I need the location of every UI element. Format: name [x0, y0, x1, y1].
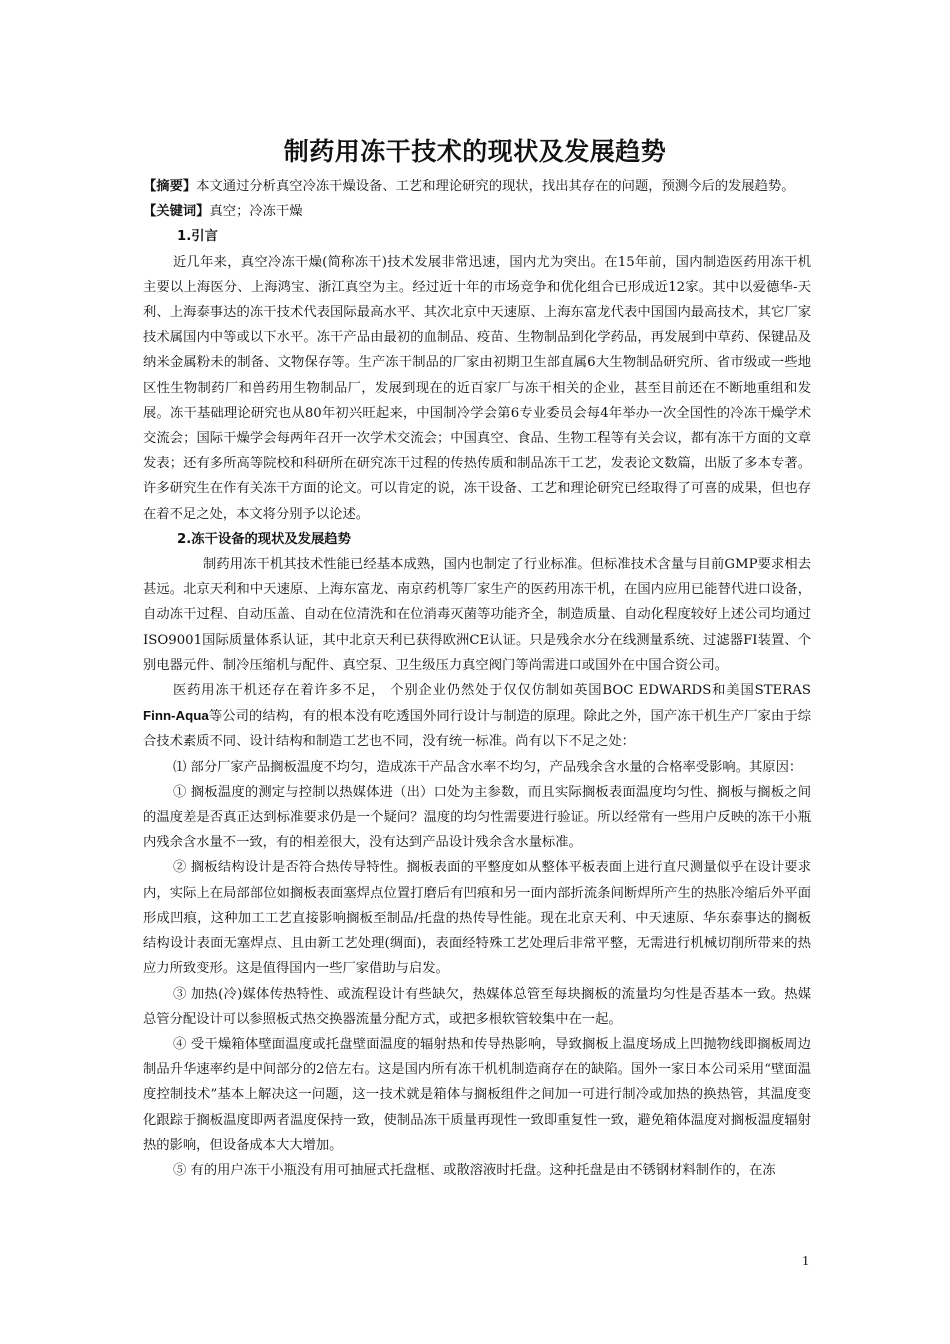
document-title: 制药用冻干技术的现状及发展趋势: [283, 137, 667, 166]
paragraph-equipment-deficiency: [143, 678, 811, 755]
paragraph-part: 等公司的结构，有的根本没有吃透国外同行设计与制造的原理。除此之外，国产冻干机生产厂家由于综合技术素质不同、设计结构和制造工艺也不同，没有统一标准。尚有以下不足之处：: [143, 709, 811, 750]
sub-item-2: ② 搁板结构设计是否符合热传导特性。搁板表面的平整度如从整体平板表面上进行直尺测量似乎在设计要求内，实际上在局部部位如搁板表面塞焊点位置打磨后有凹痕和另一面内部折流条间断焊所产生的热胀冷缩后外平面形成凹痕，这种加工工艺直接影响搁板至制品/托盘的热传导性能。现在北京天利、中天速原、华东泰事达的搁板结构设计表面无塞焊点、且由新工艺处理(绸面)，表面经特殊工艺处理后非常平整，无需进行机械切削所带来的热应力所致变形。这是值得国内一些厂家借助与启发。: [143, 860, 811, 977]
paragraph-equipment-status: 制药用冻干机其技术性能已经基本成熟，国内也制定了行业标准。但标准技术含量与目前GMP要求相去甚远。北京天利和中天速原、上海东富龙、南京药机等厂家生产的医药用冻干机，在国内应用已能替代进口设备，自动冻干过程、自动压盖、自动在位清洗和在位消毒灭菌等功能齐全，制造质量、自动化程度较好上述公司均通过ISO9001国际质量体系认证，其中北京天利已获得欧洲CE认证。只是残余水分在线测量系统、过滤器FI装置、个别电器元件、制冷压缩机与配件、真空泵、卫生级压力真空阀门等尚需进口或国外在中国合资公司。: [143, 557, 811, 673]
sub-item-3: ③ 加热(冷)媒体传热特性、或流程设计有些缺欠，热媒体总管至每块搁板的流量均匀性是否基本一致。热媒总管分配设计可以参照板式热交换器流量分配方式，或把多根软管较集中在一起。: [143, 986, 811, 1027]
sub-item-5: ⑤ 有的用户冻干小瓶没有用可抽屉式托盘框、或散溶液时托盘。这种托盘是由不锈钢材料制作的，在冻: [173, 1162, 776, 1178]
document-body: [143, 174, 811, 1183]
sub-item-4: ④ 受干燥箱体壁面温度或托盘壁面温度的辐射热和传导热影响，导致搁板上温度场成上凹抛物线即搁板周边制品升华速率约是中间部分的2倍左右。这是国内所有冻干机机制造商存在的缺陷。国外一家日本公司采用“壁面温度控制技术”基本上解决这一问题，这一技术就是箱体与搁板组件之间加一可进行制冷或加热的换热管，其温度变化跟踪于搁板温度即两者温度保持一致，使制品冻干质量再现性一致即重复性一致，避免箱体温度对搁板温度辐射热的影响，但设备成本大大增加。: [143, 1036, 811, 1153]
sub-item-1: ① 搁板温度的测定与控制以热媒体进（出）口处为主参数，而且实际搁板表面温度均匀性、搁板与搁板之间的温度差是否真正达到标准要求仍是一个疑问？温度的均匀性需要进行验证。所以经常有一些用户反映的冻干小瓶内残余含水量不一致，有的相差很大，没有达到产品设计残余含水量标准。: [143, 784, 811, 851]
paragraph-intro: 近几年来，真空冷冻干燥(简称冻干)技术发展非常迅速，国内尤为突出。在15年前，国内制造医药用冻干机主要以上海医分、上海鸿宝、浙江真空为主。经过近十年的市场竞争和优化组合已形成近12家。其中以爱德华-天利、上海泰事达的冻干技术代表国际最高水平、其次北京中天速原、上海东富龙代表中国国内最高技术，其它厂家技术属国内中等或以下水平。冻干产品由最初的血制品、疫苗、生物制品到化学药品，再发展到中草药、保键品及纳米金属粉未的制备、文物保存等。生产冻干制品的厂家由初期卫生部直属6大生物制品研究所、省市级或一些地区性生物制药厂和兽药用生物制品厂，发展到现在的近百家厂与冻干相关的企业，甚至目前还在不断地重组和发展。冻干基础理论研究也从80年初兴旺起来，中国制冷学会第6专业委员会每4年举办一次全国性的冷冻干燥学术交流会；国际干燥学会每两年召开一次学术交流会；中国真空、食品、生物工程等有关会议，都有冻干方面的文章发表；还有多所高等院校和科研所在研究冻干过程的传热传质和制品冻干工艺，发表论文数篇，出版了多本专著。许多研究生在作有关冻干方面的论文。可以肯定的说，冻干设备、工艺和理论研究已经取得了可喜的成果，但也存在着不足之处，本文将分别予以论述。: [143, 254, 811, 522]
keywords-text: 真空；冷冻干燥: [209, 204, 303, 220]
paragraph-part: 医药用冻干机还存在着许多不足， 个别企业仍然处于仅仅仿制如英国BOC EDWARDS和美国STERAS: [173, 683, 811, 699]
keywords: [143, 199, 811, 224]
abstract: [143, 174, 811, 199]
section-heading-equipment: 2.冻干设备的现状及发展趋势: [177, 531, 351, 547]
keywords-label: 【关键词】: [143, 204, 210, 220]
brand-finn-aqua: Finn-Aqua: [143, 708, 209, 724]
section-heading-intro: 1.引言: [177, 229, 218, 245]
abstract-text: 本文通过分析真空冷冻干燥设备、工艺和理论研究的现状，找出其存在的问题，预测今后的发展趋势。: [196, 179, 795, 194]
page-number: 1: [802, 1254, 809, 1269]
list-item-1: ⑴ 部分厂家产品搁板温度不均匀，造成冻干产品含水率不均匀，产品残余含水量的合格率受影响。其原因：: [173, 759, 803, 775]
abstract-label: 【摘要】: [143, 179, 197, 194]
